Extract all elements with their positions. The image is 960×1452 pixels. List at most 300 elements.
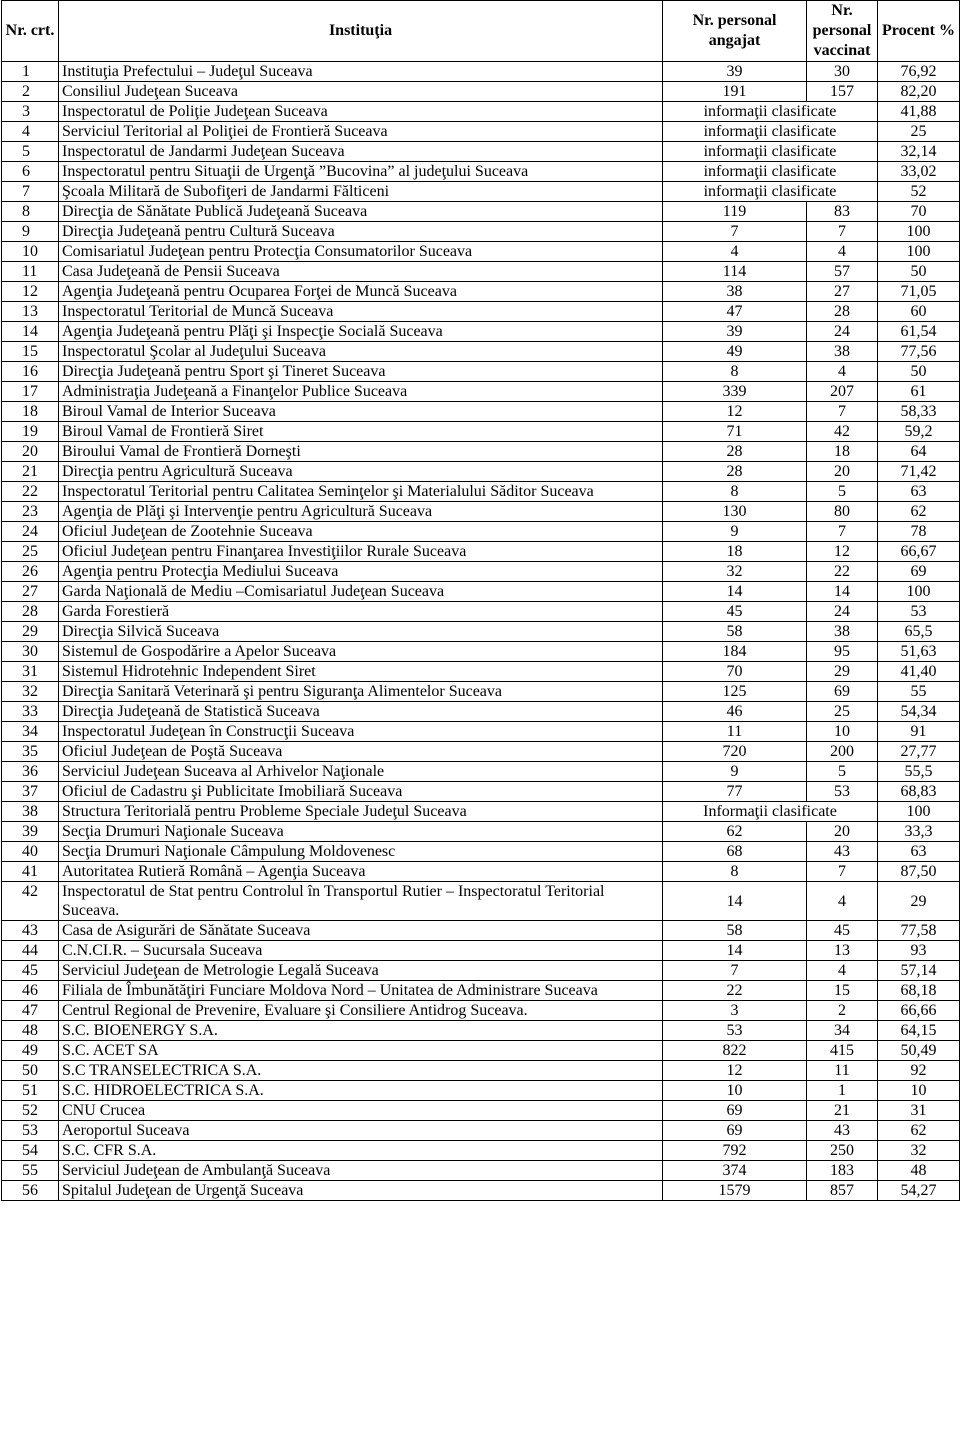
row-nr: 3: [2, 102, 59, 122]
row-nr: 7: [2, 182, 59, 202]
row-vaccinat: 34: [807, 1021, 878, 1041]
row-nr: 32: [2, 682, 59, 702]
row-institution: Biroul Vamal de Frontieră Siret: [59, 422, 663, 442]
row-classified: informaţii clasificate: [663, 122, 878, 142]
row-institution: Şcoala Militară de Subofiţeri de Jandarmi Fălticeni: [59, 182, 663, 202]
table-row: [2, 402, 960, 422]
row-nr: 17: [2, 382, 59, 402]
row-nr: 47: [2, 1001, 59, 1021]
row-vaccinat: 53: [807, 782, 878, 802]
row-nr: 43: [2, 921, 59, 941]
row-procent: 100: [878, 582, 960, 602]
row-vaccinat: 1: [807, 1081, 878, 1101]
row-institution: Instituţia Prefectului – Judeţul Suceava: [59, 62, 663, 82]
row-angajat: 4: [663, 242, 807, 262]
row-angajat: 58: [663, 921, 807, 941]
row-nr: 6: [2, 162, 59, 182]
table-row: [2, 642, 960, 662]
row-nr: 24: [2, 522, 59, 542]
row-nr: 25: [2, 542, 59, 562]
row-angajat: 14: [663, 882, 807, 921]
table-row: [2, 82, 960, 102]
table-row: [2, 941, 960, 961]
row-institution: Oficiul Judeţean pentru Finanţarea Investiţiilor Rurale Suceava: [59, 542, 663, 562]
table-row: [2, 882, 960, 921]
row-procent: 31: [878, 1101, 960, 1121]
row-vaccinat: 857: [807, 1181, 878, 1201]
row-vaccinat: 24: [807, 602, 878, 622]
row-nr: 50: [2, 1061, 59, 1081]
row-nr: 42: [2, 882, 59, 921]
row-procent: 63: [878, 482, 960, 502]
vaccination-table: [1, 0, 960, 1201]
row-institution: Direcţia pentru Agricultură Suceava: [59, 462, 663, 482]
row-angajat: 8: [663, 362, 807, 382]
row-vaccinat: 57: [807, 262, 878, 282]
table-row: [2, 1101, 960, 1121]
row-angajat: 822: [663, 1041, 807, 1061]
row-institution: Agenţia Judeţeană pentru Plăţi şi Inspecţie Socială Suceava: [59, 322, 663, 342]
table-row: [2, 1141, 960, 1161]
row-angajat: 32: [663, 562, 807, 582]
row-institution: Direcţia Judeţeană de Statistică Suceava: [59, 702, 663, 722]
row-institution: S.C. CFR S.A.: [59, 1141, 663, 1161]
row-angajat: 69: [663, 1121, 807, 1141]
table-row: [2, 102, 960, 122]
table-row: [2, 442, 960, 462]
table-row: [2, 202, 960, 222]
row-procent: 63: [878, 842, 960, 862]
row-institution: Inspectoratul pentru Situaţii de Urgenţă ”Bucovina” al judeţului Suceava: [59, 162, 663, 182]
table-row: [2, 582, 960, 602]
row-vaccinat: 24: [807, 322, 878, 342]
row-procent: 61: [878, 382, 960, 402]
row-nr: 56: [2, 1181, 59, 1201]
row-institution: Direcţia Judeţeană pentru Cultură Suceava: [59, 222, 663, 242]
row-angajat: 10: [663, 1081, 807, 1101]
row-vaccinat: 20: [807, 822, 878, 842]
row-nr: 23: [2, 502, 59, 522]
row-procent: 27,77: [878, 742, 960, 762]
row-procent: 50,49: [878, 1041, 960, 1061]
table-row: [2, 382, 960, 402]
row-vaccinat: 7: [807, 522, 878, 542]
row-procent: 100: [878, 802, 960, 822]
row-procent: 32: [878, 1141, 960, 1161]
row-institution: Direcţia Silvică Suceava: [59, 622, 663, 642]
row-vaccinat: 83: [807, 202, 878, 222]
row-vaccinat: 2: [807, 1001, 878, 1021]
row-nr: 52: [2, 1101, 59, 1121]
table-row: [2, 162, 960, 182]
row-nr: 21: [2, 462, 59, 482]
header-nr: Nr. crt.: [2, 1, 59, 62]
row-angajat: 9: [663, 522, 807, 542]
row-vaccinat: 415: [807, 1041, 878, 1061]
row-institution: Filiala de Îmbunătăţiri Funciare Moldova Nord – Unitatea de Administrare Suceava: [59, 981, 663, 1001]
row-nr: 51: [2, 1081, 59, 1101]
row-classified: informaţii clasificate: [663, 162, 878, 182]
row-angajat: 68: [663, 842, 807, 862]
header-institutie: Instituţia: [59, 1, 663, 62]
table-row: [2, 262, 960, 282]
row-nr: 18: [2, 402, 59, 422]
row-angajat: 8: [663, 482, 807, 502]
row-procent: 100: [878, 222, 960, 242]
table-row: [2, 722, 960, 742]
row-procent: 66,66: [878, 1001, 960, 1021]
table-row: [2, 1161, 960, 1181]
row-institution: Biroului Vamal de Frontieră Dorneşti: [59, 442, 663, 462]
table-row: [2, 1181, 960, 1201]
row-nr: 40: [2, 842, 59, 862]
row-institution: Oficiul Judeţean de Poştă Suceava: [59, 742, 663, 762]
row-nr: 4: [2, 122, 59, 142]
row-procent: 91: [878, 722, 960, 742]
row-angajat: 58: [663, 622, 807, 642]
row-angajat: 62: [663, 822, 807, 842]
row-nr: 48: [2, 1021, 59, 1041]
table-row: [2, 802, 960, 822]
row-nr: 16: [2, 362, 59, 382]
row-procent: 60: [878, 302, 960, 322]
row-procent: 10: [878, 1081, 960, 1101]
row-institution: Sistemul Hidrotehnic Independent Siret: [59, 662, 663, 682]
row-institution: Agenţia Judeţeană pentru Ocuparea Forţei de Muncă Suceava: [59, 282, 663, 302]
row-nr: 15: [2, 342, 59, 362]
row-procent: 77,58: [878, 921, 960, 941]
row-institution: Casa de Asigurări de Sănătate Suceava: [59, 921, 663, 941]
row-vaccinat: 200: [807, 742, 878, 762]
row-procent: 50: [878, 262, 960, 282]
row-institution: Comisariatul Judeţean pentru Protecţia Consumatorilor Suceava: [59, 242, 663, 262]
row-vaccinat: 38: [807, 622, 878, 642]
row-institution: Inspectoratul Judeţean în Construcţii Suceava: [59, 722, 663, 742]
table-row: [2, 1001, 960, 1021]
table-row: [2, 702, 960, 722]
table-row: [2, 322, 960, 342]
row-vaccinat: 21: [807, 1101, 878, 1121]
row-institution: Inspectoratul Şcolar al Judeţului Suceava: [59, 342, 663, 362]
row-angajat: 7: [663, 961, 807, 981]
row-angajat: 53: [663, 1021, 807, 1041]
table-row: [2, 842, 960, 862]
row-nr: 19: [2, 422, 59, 442]
row-angajat: 792: [663, 1141, 807, 1161]
row-nr: 11: [2, 262, 59, 282]
row-classified: Informaţii clasificate: [663, 802, 878, 822]
row-nr: 9: [2, 222, 59, 242]
row-vaccinat: 4: [807, 362, 878, 382]
row-nr: 37: [2, 782, 59, 802]
row-institution: Direcţia Judeţeană pentru Sport şi Tineret Suceava: [59, 362, 663, 382]
row-nr: 22: [2, 482, 59, 502]
table-row: [2, 682, 960, 702]
row-institution: Garda Naţională de Mediu –Comisariatul Judeţean Suceava: [59, 582, 663, 602]
row-angajat: 28: [663, 442, 807, 462]
row-nr: 36: [2, 762, 59, 782]
table-row: [2, 602, 960, 622]
row-procent: 61,54: [878, 322, 960, 342]
table-row: [2, 62, 960, 82]
row-procent: 92: [878, 1061, 960, 1081]
table-row: [2, 742, 960, 762]
table-row: [2, 222, 960, 242]
row-nr: 38: [2, 802, 59, 822]
row-procent: 64,15: [878, 1021, 960, 1041]
table-row: [2, 662, 960, 682]
table-row: [2, 182, 960, 202]
row-vaccinat: 43: [807, 842, 878, 862]
row-vaccinat: 157: [807, 82, 878, 102]
row-procent: 54,34: [878, 702, 960, 722]
row-institution: Administraţia Judeţeană a Finanţelor Publice Suceava: [59, 382, 663, 402]
table-row: [2, 1081, 960, 1101]
row-vaccinat: 7: [807, 862, 878, 882]
row-nr: 29: [2, 622, 59, 642]
row-institution: S.C. BIOENERGY S.A.: [59, 1021, 663, 1041]
header-row: [2, 1, 960, 62]
row-vaccinat: 15: [807, 981, 878, 1001]
row-vaccinat: 14: [807, 582, 878, 602]
row-vaccinat: 27: [807, 282, 878, 302]
row-angajat: 70: [663, 662, 807, 682]
row-procent: 93: [878, 941, 960, 961]
row-procent: 100: [878, 242, 960, 262]
table-row: [2, 622, 960, 642]
row-vaccinat: 95: [807, 642, 878, 662]
row-vaccinat: 25: [807, 702, 878, 722]
row-nr: 12: [2, 282, 59, 302]
header-angajat: Nr. personal angajat: [663, 1, 807, 62]
row-vaccinat: 4: [807, 882, 878, 921]
row-vaccinat: 5: [807, 762, 878, 782]
table-row: [2, 502, 960, 522]
row-procent: 64: [878, 442, 960, 462]
row-procent: 78: [878, 522, 960, 542]
row-nr: 54: [2, 1141, 59, 1161]
row-institution: Oficiul Judeţean de Zootehnie Suceava: [59, 522, 663, 542]
row-procent: 33,3: [878, 822, 960, 842]
row-angajat: 39: [663, 62, 807, 82]
table-row: [2, 122, 960, 142]
row-vaccinat: 5: [807, 482, 878, 502]
row-institution: Structura Teritorială pentru Probleme Speciale Judeţul Suceava: [59, 802, 663, 822]
row-classified: informaţii clasificate: [663, 102, 878, 122]
row-angajat: 8: [663, 862, 807, 882]
table-row: [2, 462, 960, 482]
row-classified: informaţii clasificate: [663, 142, 878, 162]
row-nr: 14: [2, 322, 59, 342]
row-nr: 53: [2, 1121, 59, 1141]
table-row: [2, 562, 960, 582]
row-angajat: 339: [663, 382, 807, 402]
row-nr: 34: [2, 722, 59, 742]
row-procent: 66,67: [878, 542, 960, 562]
row-institution: Serviciul Judeţean de Metrologie Legală Suceava: [59, 961, 663, 981]
row-institution: Inspectoratul Teritorial pentru Calitatea Seminţelor şi Materialului Săditor Suceava: [59, 482, 663, 502]
row-procent: 57,14: [878, 961, 960, 981]
row-nr: 10: [2, 242, 59, 262]
row-vaccinat: 7: [807, 222, 878, 242]
row-vaccinat: 29: [807, 662, 878, 682]
row-nr: 26: [2, 562, 59, 582]
row-institution: Spitalul Judeţean de Urgenţă Suceava: [59, 1181, 663, 1201]
row-angajat: 22: [663, 981, 807, 1001]
row-angajat: 7: [663, 222, 807, 242]
row-vaccinat: 80: [807, 502, 878, 522]
row-angajat: 69: [663, 1101, 807, 1121]
row-angajat: 3: [663, 1001, 807, 1021]
row-nr: 20: [2, 442, 59, 462]
row-institution: Agenţia de Plăţi şi Intervenţie pentru Agricultură Suceava: [59, 502, 663, 522]
row-angajat: 39: [663, 322, 807, 342]
table-row: [2, 242, 960, 262]
row-angajat: 38: [663, 282, 807, 302]
row-procent: 29: [878, 882, 960, 921]
table-row: [2, 522, 960, 542]
row-nr: 39: [2, 822, 59, 842]
row-nr: 13: [2, 302, 59, 322]
row-angajat: 28: [663, 462, 807, 482]
row-vaccinat: 38: [807, 342, 878, 362]
row-institution: Serviciul Teritorial al Poliţiei de Frontieră Suceava: [59, 122, 663, 142]
row-angajat: 46: [663, 702, 807, 722]
row-angajat: 71: [663, 422, 807, 442]
row-vaccinat: 43: [807, 1121, 878, 1141]
row-vaccinat: 207: [807, 382, 878, 402]
row-nr: 28: [2, 602, 59, 622]
row-nr: 45: [2, 961, 59, 981]
row-institution: Oficiul de Cadastru şi Publicitate Imobiliară Suceava: [59, 782, 663, 802]
row-nr: 49: [2, 1041, 59, 1061]
header-vaccinat: Nr. personal vaccinat: [807, 1, 878, 62]
table-row: [2, 142, 960, 162]
row-vaccinat: 4: [807, 242, 878, 262]
row-nr: 2: [2, 82, 59, 102]
row-angajat: 11: [663, 722, 807, 742]
row-classified: informaţii clasificate: [663, 182, 878, 202]
row-nr: 35: [2, 742, 59, 762]
header-procent: Procent %: [878, 1, 960, 62]
table-row: [2, 362, 960, 382]
row-procent: 41,88: [878, 102, 960, 122]
row-institution: C.N.CI.R. – Sucursala Suceava: [59, 941, 663, 961]
row-procent: 55,5: [878, 762, 960, 782]
row-institution: Serviciul Judeţean Suceava al Arhivelor Naţionale: [59, 762, 663, 782]
row-institution: S.C TRANSELECTRICA S.A.: [59, 1061, 663, 1081]
row-institution: Secţia Drumuri Naţionale Câmpulung Moldovenesc: [59, 842, 663, 862]
row-procent: 62: [878, 1121, 960, 1141]
row-angajat: 119: [663, 202, 807, 222]
row-vaccinat: 7: [807, 402, 878, 422]
table-row: [2, 862, 960, 882]
table-row: [2, 822, 960, 842]
row-procent: 33,02: [878, 162, 960, 182]
row-vaccinat: 30: [807, 62, 878, 82]
row-procent: 50: [878, 362, 960, 382]
row-institution: Inspectoratul de Stat pentru Controlul în Transportul Rutier – Inspectoratul Teritorial Suceava.: [59, 882, 663, 921]
row-procent: 68,18: [878, 981, 960, 1001]
row-procent: 65,5: [878, 622, 960, 642]
table-row: [2, 1041, 960, 1061]
row-angajat: 191: [663, 82, 807, 102]
row-nr: 41: [2, 862, 59, 882]
row-vaccinat: 11: [807, 1061, 878, 1081]
row-vaccinat: 183: [807, 1161, 878, 1181]
table-row: [2, 542, 960, 562]
row-procent: 55: [878, 682, 960, 702]
table-row: [2, 921, 960, 941]
row-vaccinat: 69: [807, 682, 878, 702]
row-vaccinat: 45: [807, 921, 878, 941]
row-procent: 71,42: [878, 462, 960, 482]
row-angajat: 12: [663, 402, 807, 422]
row-institution: Autoritatea Rutieră Română – Agenţia Suceava: [59, 862, 663, 882]
row-procent: 71,05: [878, 282, 960, 302]
row-institution: Biroul Vamal de Interior Suceava: [59, 402, 663, 422]
row-procent: 62: [878, 502, 960, 522]
row-nr: 27: [2, 582, 59, 602]
row-procent: 54,27: [878, 1181, 960, 1201]
row-angajat: 12: [663, 1061, 807, 1081]
row-procent: 59,2: [878, 422, 960, 442]
table-row: [2, 282, 960, 302]
row-institution: Inspectoratul de Poliţie Judeţean Suceava: [59, 102, 663, 122]
row-institution: S.C. HIDROELECTRICA S.A.: [59, 1081, 663, 1101]
row-angajat: 114: [663, 262, 807, 282]
row-angajat: 125: [663, 682, 807, 702]
row-angajat: 18: [663, 542, 807, 562]
table-row: [2, 762, 960, 782]
row-procent: 25: [878, 122, 960, 142]
row-angajat: 1579: [663, 1181, 807, 1201]
table-row: [2, 1021, 960, 1041]
row-vaccinat: 28: [807, 302, 878, 322]
row-procent: 76,92: [878, 62, 960, 82]
row-vaccinat: 250: [807, 1141, 878, 1161]
row-institution: Agenţia pentru Protecţia Mediului Suceava: [59, 562, 663, 582]
row-institution: Sistemul de Gospodărire a Apelor Suceava: [59, 642, 663, 662]
row-institution: Casa Judeţeană de Pensii Suceava: [59, 262, 663, 282]
table-row: [2, 782, 960, 802]
row-angajat: 184: [663, 642, 807, 662]
row-procent: 69: [878, 562, 960, 582]
row-angajat: 49: [663, 342, 807, 362]
row-institution: Direcţia de Sănătate Publică Judeţeană Suceava: [59, 202, 663, 222]
row-procent: 68,83: [878, 782, 960, 802]
row-institution: Serviciul Judeţean de Ambulanţă Suceava: [59, 1161, 663, 1181]
table-row: [2, 482, 960, 502]
row-nr: 55: [2, 1161, 59, 1181]
row-nr: 31: [2, 662, 59, 682]
row-institution: S.C. ACET SA: [59, 1041, 663, 1061]
row-procent: 41,40: [878, 662, 960, 682]
row-angajat: 9: [663, 762, 807, 782]
row-institution: Inspectoratul de Jandarmi Judeţean Suceava: [59, 142, 663, 162]
row-angajat: 130: [663, 502, 807, 522]
row-procent: 53: [878, 602, 960, 622]
row-nr: 44: [2, 941, 59, 961]
row-procent: 77,56: [878, 342, 960, 362]
row-nr: 33: [2, 702, 59, 722]
row-vaccinat: 20: [807, 462, 878, 482]
row-nr: 46: [2, 981, 59, 1001]
table-body: [2, 62, 960, 1201]
row-procent: 52: [878, 182, 960, 202]
row-vaccinat: 13: [807, 941, 878, 961]
table-row: [2, 961, 960, 981]
